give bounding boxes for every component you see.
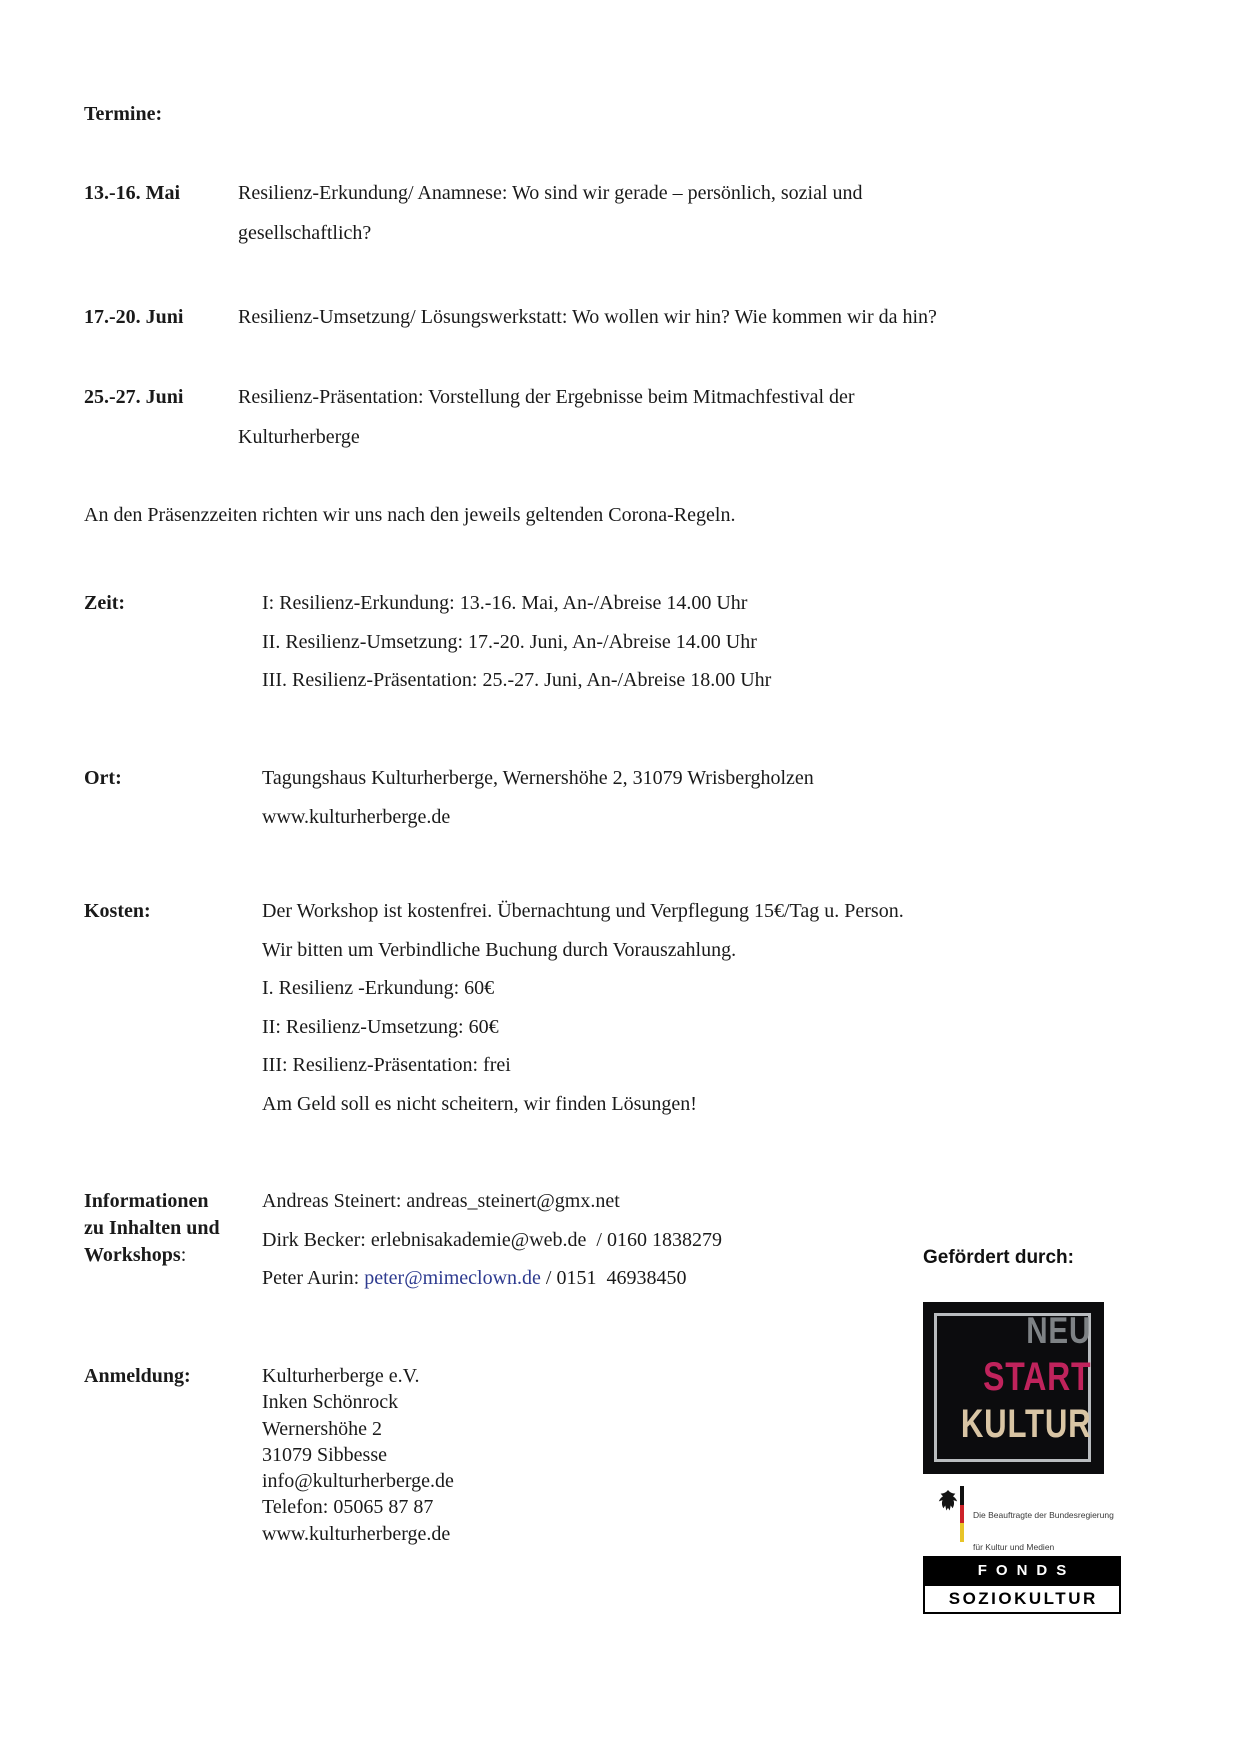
- zeit-line: I: Resilienz-Erkundung: 13.-16. Mai, An-/Abreise 14.00 Uhr: [262, 592, 748, 614]
- stripe-black: [960, 1486, 964, 1505]
- contact-andreas: Andreas Steinert: andreas_steinert@gmx.net: [262, 1190, 620, 1212]
- zeit-label: Zeit:: [84, 592, 126, 614]
- informationen-label-colon: :: [180, 1244, 187, 1266]
- anmeldung-email: info@kulturherberge.de: [262, 1470, 454, 1493]
- fonds-soziokultur-logo: [923, 1556, 1121, 1614]
- termine-heading: Termine:: [84, 103, 163, 125]
- gefoerdert-durch-heading: Gefördert durch:: [923, 1247, 1074, 1268]
- ort-line: Tagungshaus Kulturherberge, Wernershöhe 2, 31079 Wrisbergholzen: [262, 767, 814, 789]
- anmeldung-city: 31079 Sibbesse: [262, 1443, 387, 1466]
- kosten-line: III: Resilienz-Präsentation: frei: [262, 1054, 511, 1076]
- termine-row-description: [238, 173, 863, 253]
- informationen-label: [84, 1188, 220, 1269]
- kosten-line: Am Geld soll es nicht scheitern, wir finden Lösungen!: [262, 1092, 697, 1115]
- informationen-label-line: Informationen: [84, 1190, 209, 1212]
- neustart-logo-line-kultur: KULTUR: [960, 1402, 1091, 1446]
- termine-row-date: 17.-20. Juni: [84, 306, 184, 328]
- stripe-gold: [960, 1523, 964, 1542]
- termine-row-line: gesellschaftlich?: [238, 222, 372, 244]
- ort-label: Ort:: [84, 767, 122, 789]
- zeit-line: III. Resilienz-Präsentation: 25.-27. Juni, An-/Abreise 18.00 Uhr: [262, 669, 772, 691]
- neustart-logo-line-start: START: [982, 1355, 1091, 1399]
- kosten-content: [262, 892, 904, 1123]
- contact-dirk: Dirk Becker: erlebnisakademie@web.de / 0160 1838279: [262, 1228, 722, 1251]
- termine-row-date: 25.-27. Juni: [84, 386, 184, 408]
- contact-peter-name: Peter Aurin:: [262, 1267, 365, 1289]
- anmeldung-phone: Telefon: 05065 87 87: [262, 1496, 434, 1519]
- kosten-label: Kosten:: [84, 900, 151, 922]
- termine-row-line: Kulturherberge: [238, 426, 360, 448]
- fonds-logo-bottom-bar: SOZIOKULTUR: [925, 1584, 1119, 1612]
- fonds-logo-top-bar: FONDS: [925, 1558, 1119, 1584]
- neustart-logo-line-neu: NEU: [1026, 1310, 1091, 1351]
- kosten-line: II: Resilienz-Umsetzung: 60€: [262, 1015, 499, 1038]
- bkm-logo-text-line: Die Beauftragte der Bundesregierung: [973, 1510, 1114, 1520]
- zeit-line: II. Resilienz-Umsetzung: 17.-20. Juni, An-/Abreise 14.00 Uhr: [262, 630, 757, 653]
- informationen-label-line: zu Inhalten und: [84, 1217, 220, 1239]
- contact-peter-email-link[interactable]: peter@mimeclown.de: [364, 1267, 541, 1289]
- contacts-content: [262, 1182, 722, 1298]
- ort-website: www.kulturherberge.de: [262, 805, 451, 828]
- anmeldung-street: Wernershöhe 2: [262, 1417, 383, 1440]
- termine-row-line: Resilienz-Umsetzung/ Lösungswerkstatt: Wo wollen wir hin? Wie kommen wir da hin?: [238, 306, 937, 328]
- kosten-line: I. Resilienz -Erkundung: 60€: [262, 977, 495, 999]
- anmeldung-org: Kulturherberge e.V.: [262, 1365, 420, 1387]
- anmeldung-website: www.kulturherberge.de: [262, 1522, 451, 1545]
- federal-eagle-icon: [937, 1488, 959, 1512]
- termine-row-line: Resilienz-Erkundung/ Anamnese: Wo sind wir gerade – persönlich, sozial und: [238, 182, 863, 204]
- zeit-content: [262, 584, 771, 700]
- neustart-kultur-logo: [923, 1302, 1104, 1474]
- contact-peter-phone: / 0151 46938450: [540, 1267, 687, 1289]
- bkm-logo-text-line: für Kultur und Medien: [973, 1541, 1055, 1552]
- anmeldung-contact-person: Inken Schönrock: [262, 1391, 399, 1414]
- anmeldung-content: [262, 1363, 454, 1547]
- stripe-red: [960, 1505, 964, 1523]
- termine-row-line: Resilienz-Präsentation: Vorstellung der Ergebnisse beim Mitmachfestival der: [238, 386, 855, 408]
- ort-content: [262, 759, 814, 836]
- termine-row-description: [238, 297, 937, 337]
- informationen-label-line: [84, 1242, 220, 1269]
- termine-row-date: 13.-16. Mai: [84, 182, 181, 204]
- kosten-line: Der Workshop ist kostenfrei. Übernachtung und Verpflegung 15€/Tag u. Person.: [262, 900, 904, 922]
- german-flag-stripe: [960, 1486, 964, 1542]
- informationen-label-workshops: Workshops: [84, 1244, 181, 1266]
- termine-row-description: [238, 377, 855, 457]
- kosten-line: Wir bitten um Verbindliche Buchung durch Vorauszahlung.: [262, 938, 737, 961]
- bkm-federal-logo: [923, 1486, 1123, 1552]
- anmeldung-label: Anmeldung:: [84, 1365, 191, 1387]
- corona-note: An den Präsenzzeiten richten wir uns nach den jeweils geltenden Corona-Regeln.: [84, 504, 736, 526]
- contact-peter: [262, 1259, 722, 1298]
